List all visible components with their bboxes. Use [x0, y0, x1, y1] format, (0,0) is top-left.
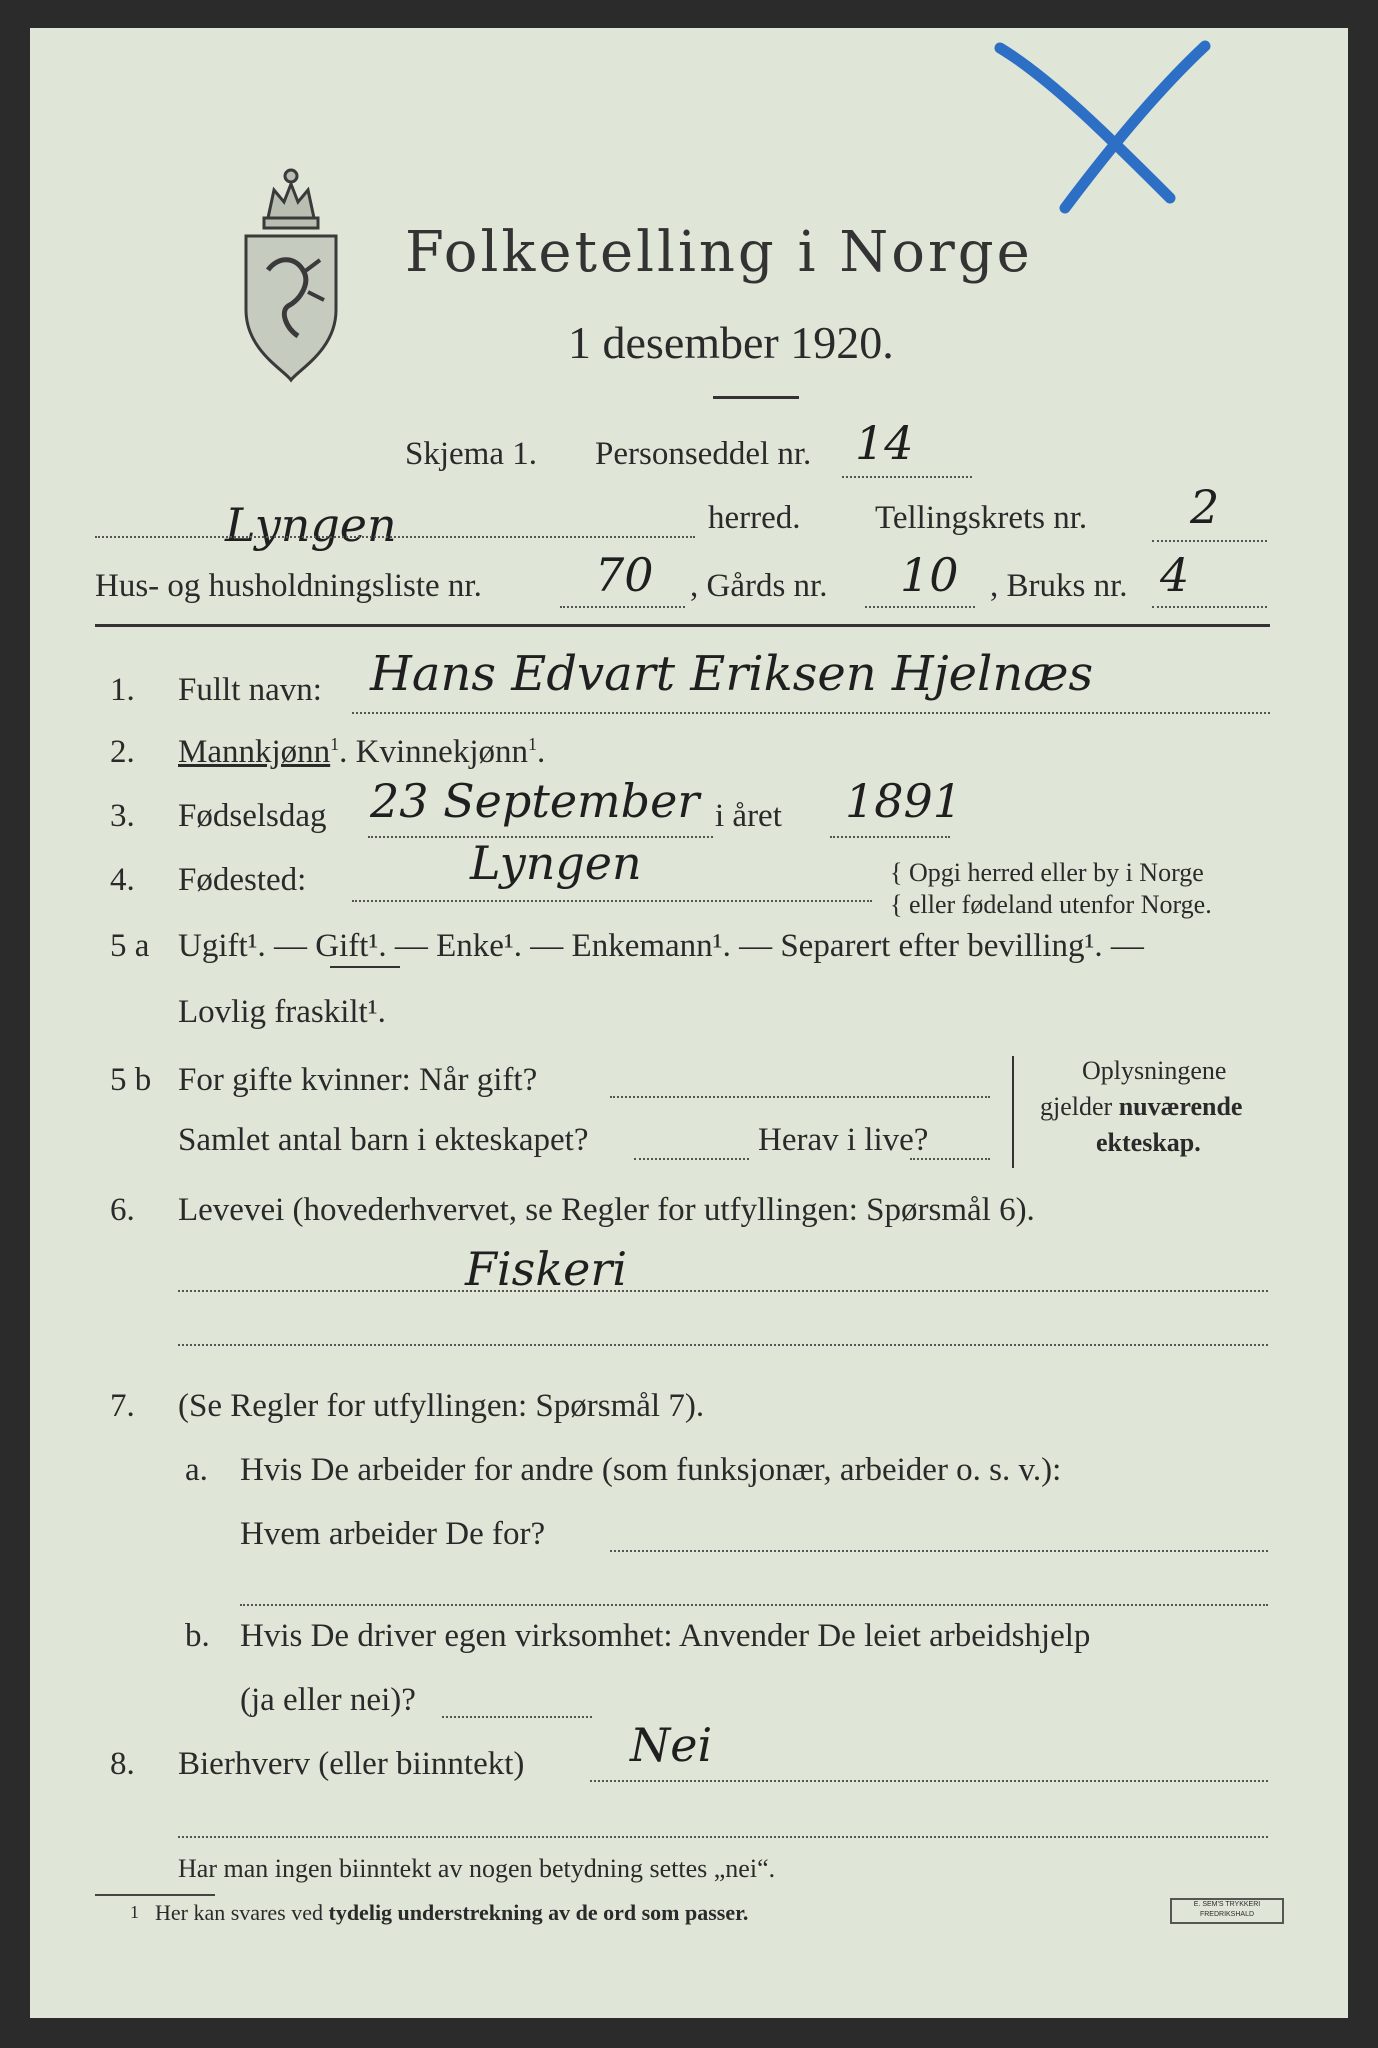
- hired-help-field: [442, 1716, 592, 1718]
- q5b-note1: Oplysningene: [1082, 1056, 1227, 1085]
- q5b-note2: [1040, 1092, 1242, 1122]
- footnote-separator: [95, 1894, 215, 1896]
- footnote-text-a: Her kan svares ved: [155, 1900, 329, 1925]
- q7b-line1: Hvis De driver egen virksomhet: Anvender De leiet arbeidshjelp: [240, 1618, 1091, 1654]
- form-title: Folketelling i Norge: [405, 220, 1033, 285]
- full-name-field: [352, 712, 1270, 714]
- footnote-ref: 1: [528, 734, 537, 754]
- q7a-line1: Hvis De arbeider for andre (som funksjonær, arbeider o. s. v.):: [240, 1452, 1062, 1488]
- q8-number: 8.: [110, 1746, 135, 1782]
- personseddel-value: 14: [855, 416, 914, 470]
- q6-label: Levevei (hovederhvervet, se Regler for utfyllingen: Spørsmål 6).: [178, 1192, 1035, 1228]
- occupation-field-2: [178, 1344, 1268, 1346]
- side-income-value: Nei: [630, 1718, 713, 1772]
- gards-value: 10: [900, 548, 959, 602]
- q5b-note2b: nuværende: [1118, 1092, 1243, 1121]
- birthplace-value: Lyngen: [470, 836, 642, 890]
- footnote-number: 1: [130, 1902, 139, 1922]
- q2-number: 2.: [110, 734, 135, 770]
- q7b-letter: b.: [185, 1618, 210, 1654]
- herred-field: [95, 536, 695, 538]
- q4-note1-text: Opgi herred eller by i Norge: [908, 858, 1204, 887]
- q1-number: 1.: [110, 672, 135, 708]
- footnote-text-b: tydelig understrekning av de ord som passer.: [328, 1900, 749, 1925]
- q7-label: (Se Regler for utfyllingen: Spørsmål 7).: [178, 1388, 705, 1424]
- gards-field: [865, 606, 975, 608]
- census-date: 1 desember 1920.: [568, 317, 894, 368]
- herred-value: Lyngen: [225, 498, 397, 552]
- q7-number: 7.: [110, 1388, 135, 1424]
- bruks-label: , Bruks nr.: [990, 568, 1128, 604]
- q4-note-line2: { eller fødeland utenfor Norge.: [890, 890, 1212, 919]
- q5a-number: 5 a: [110, 928, 150, 964]
- full-name-value: Hans Edvart Eriksen Hjelnæs: [370, 646, 1094, 702]
- q5b-note3: ekteskap.: [1096, 1128, 1201, 1157]
- birthdate-value: 23 September: [370, 774, 700, 828]
- hus-field: [560, 606, 685, 608]
- married-when-field: [610, 1096, 990, 1098]
- footnote-ref: 1: [330, 734, 340, 754]
- q1-label: Fullt navn:: [178, 672, 322, 708]
- hus-value: 70: [595, 548, 654, 602]
- q8-label: Bierhverv (eller biinntekt): [178, 1746, 525, 1782]
- children-alive-field: [910, 1158, 990, 1160]
- q4-note-line1: { Opgi herred eller by i Norge: [890, 858, 1204, 887]
- q7a-line2: Hvem arbeider De for?: [240, 1516, 546, 1552]
- employer-field: [610, 1550, 1268, 1552]
- gender-female-option: . Kvinnekjønn: [339, 734, 528, 770]
- gards-label: , Gårds nr.: [690, 568, 828, 604]
- birthplace-field: [352, 900, 872, 902]
- marital-status-options-2: Lovlig fraskilt¹.: [178, 994, 386, 1030]
- gender-options: [178, 734, 545, 771]
- q4-number: 4.: [110, 862, 135, 898]
- tellingskrets-value: 2: [1190, 480, 1220, 534]
- skjema-label: Skjema 1.: [405, 436, 537, 472]
- herred-label: herred.: [708, 500, 801, 536]
- q5b-number: 5 b: [110, 1062, 152, 1098]
- hus-label: Hus- og husholdningsliste nr.: [95, 568, 482, 604]
- printer-stamp: E. SEM'S TRYKKERI FREDRIKSHALD: [1170, 1898, 1284, 1924]
- occupation-value: Fiskeri: [465, 1242, 628, 1296]
- header-separator: [95, 624, 1270, 627]
- q4-label: Fødested:: [178, 862, 307, 898]
- q5b-bracket: [1012, 1056, 1014, 1168]
- q3-number: 3.: [110, 798, 135, 834]
- side-income-note: Har man ingen biinntekt av nogen betydning settes „nei“.: [178, 1854, 776, 1883]
- blue-cross-mark: [960, 28, 1220, 228]
- footnote-text: [155, 1900, 748, 1926]
- census-form-page: [30, 28, 1348, 2018]
- personseddel-field: [842, 476, 972, 478]
- gender-male-option: Mannkjønn: [178, 734, 331, 770]
- gender-options-end: .: [537, 734, 546, 770]
- tellingskrets-label: Tellingskrets nr.: [875, 500, 1088, 536]
- q5b-alive-label: Herav i live?: [758, 1122, 929, 1158]
- tellingskrets-field: [1152, 540, 1267, 542]
- q5b-children-label: Samlet antal barn i ekteskapet?: [178, 1122, 589, 1158]
- side-income-field-2: [178, 1836, 1268, 1838]
- q6-number: 6.: [110, 1192, 135, 1228]
- side-income-field: [590, 1780, 1268, 1782]
- birthyear-field: [830, 836, 950, 838]
- q5b-line1: For gifte kvinner: Når gift?: [178, 1062, 538, 1098]
- q4-note2-text: eller fødeland utenfor Norge.: [908, 890, 1212, 919]
- q3-year-label: i året: [715, 798, 782, 834]
- occupation-field: [178, 1290, 1268, 1292]
- employer-field-2: [240, 1604, 1268, 1606]
- children-count-field: [634, 1158, 749, 1160]
- marital-status-options: Ugift¹. — Gift¹. — Enke¹. — Enkemann¹. — Separert efter bevilling¹. —: [178, 928, 1144, 964]
- norway-coat-of-arms-icon: [238, 160, 344, 386]
- bruks-value: 4: [1160, 548, 1190, 602]
- q7a-letter: a.: [185, 1452, 208, 1488]
- q3-label: Fødselsdag: [178, 798, 327, 834]
- birthyear-value: 1891: [845, 774, 963, 828]
- q7b-line2: (ja eller nei)?: [240, 1682, 416, 1718]
- gift-underline: [330, 966, 400, 968]
- personseddel-label: Personseddel nr.: [595, 436, 812, 472]
- q5b-note2a: gjelder: [1040, 1092, 1119, 1121]
- title-divider: [713, 396, 799, 399]
- bruks-field: [1152, 606, 1267, 608]
